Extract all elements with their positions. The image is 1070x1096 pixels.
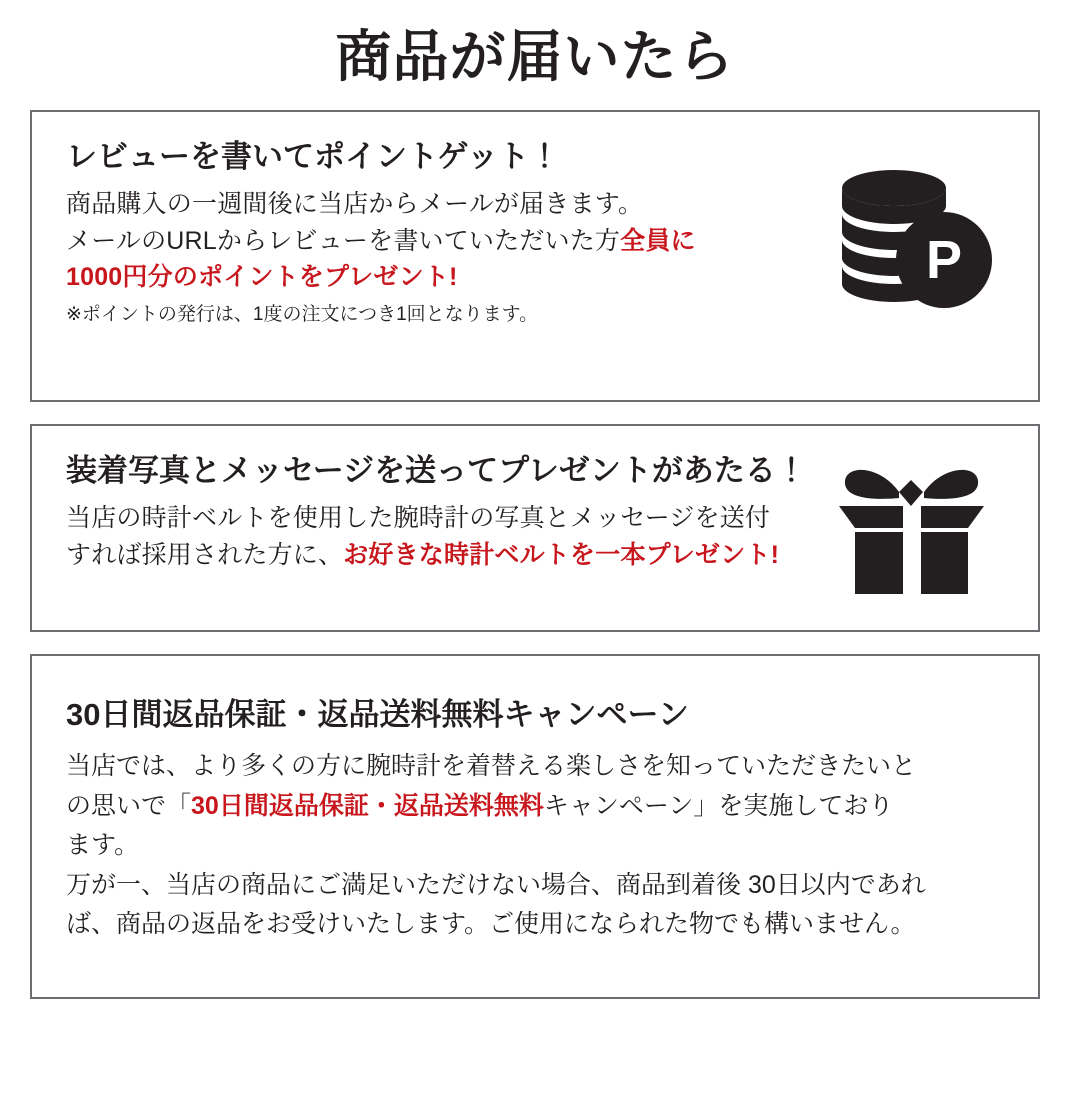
text-segment: ます。 bbox=[66, 831, 140, 860]
card-line bbox=[66, 186, 1004, 222]
text-segment-emphasis: 1000円分のポイントをプレゼント! bbox=[66, 262, 458, 291]
card-line bbox=[66, 223, 1004, 259]
card-line bbox=[66, 537, 1004, 573]
card-line bbox=[66, 748, 1004, 786]
text-segment: の思いで「 bbox=[66, 791, 192, 820]
text-segment: キャンペーン」を実施しており bbox=[543, 791, 894, 820]
text-segment: すれば採用された方に、 bbox=[66, 540, 344, 569]
text-segment: 当店では、より多くの方に腕時計を着替える楽しさを知っていただきたいと bbox=[66, 752, 917, 781]
text-segment-emphasis: 30日間返品保証・返品送料無料 bbox=[191, 791, 544, 820]
card-return-guarantee bbox=[30, 654, 1040, 999]
text-segment: ば、商品の返品をお受けいたします。ご使用になられた物でも構いません。 bbox=[66, 910, 916, 939]
text-segment-emphasis: お好きな時計ベルトを一本プレゼント! bbox=[343, 540, 780, 569]
text-segment-emphasis: 全員に bbox=[620, 226, 696, 255]
card-line bbox=[66, 500, 1004, 536]
card-line bbox=[66, 827, 1004, 865]
text-segment: 当店の時計ベルトを使用した腕時計の写真とメッセージを送付 bbox=[66, 504, 771, 533]
promo-page bbox=[0, 26, 1070, 1096]
text-segment: 商品購入の一週間後に当店からメールが届きます。 bbox=[66, 190, 644, 219]
text-segment: メールのURLからレビューを書いていただいた方 bbox=[66, 226, 621, 255]
card-return-guarantee-content bbox=[32, 656, 1038, 970]
card-heading: 装着写真とメッセージを送ってプレゼントがあたる！ bbox=[66, 452, 807, 488]
card-line-emphasis bbox=[66, 259, 1004, 295]
card-line bbox=[66, 867, 1004, 905]
page-title: 商品が届いたら bbox=[335, 25, 735, 88]
card-heading: 30日間返品保証・返品送料無料キャンペーン bbox=[66, 696, 689, 732]
text-segment: 万が一、当店の商品にご満足いただけない場合、商品到着後 30日以内であれ bbox=[66, 870, 926, 899]
card-photo-message-present bbox=[30, 424, 1040, 632]
card-photo-message-present-content bbox=[32, 426, 1038, 597]
card-line bbox=[66, 788, 1004, 826]
card-heading: レビューを書いてポイントゲット！ bbox=[66, 138, 561, 174]
card-review-points bbox=[30, 110, 1040, 402]
card-line bbox=[66, 906, 1004, 944]
card-review-points-content bbox=[32, 112, 1038, 354]
card-note: ※ポイントの発行は、1度の注文につき1回となります。 bbox=[66, 304, 539, 326]
svg-text:P: P bbox=[925, 229, 963, 290]
